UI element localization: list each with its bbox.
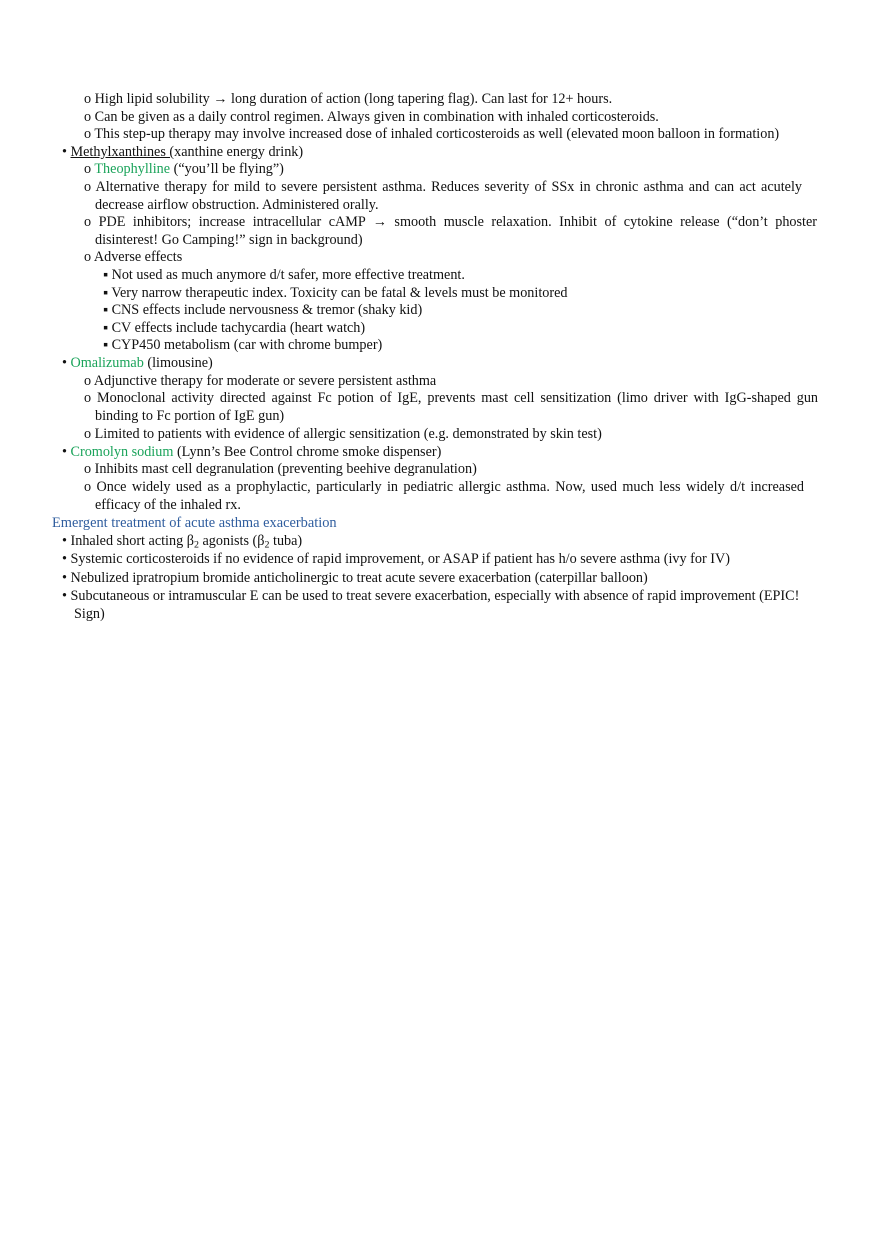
mnemonic-text: (Lynn’s Bee Control chrome smoke dispenser) [173, 444, 442, 460]
list-item [62, 144, 303, 162]
list-item [84, 161, 284, 179]
bullet-marker: • [62, 570, 67, 586]
square-bullet-marker: ▪ [103, 302, 109, 318]
bullet-marker: • [62, 355, 67, 371]
list-item [84, 479, 804, 497]
list-item-text: Subcutaneous or intramuscular E can be used to treat severe exacerbation, especially with absence of rapid improvement (EPIC! [70, 588, 800, 604]
mnemonic-text: xanthine energy drink) [174, 144, 304, 160]
list-item-continuation: decrease airflow obstruction. Administered orally. [95, 197, 379, 213]
square-bullet-marker: ▪ [103, 285, 109, 301]
sub-bullet-marker: o [84, 161, 92, 177]
list-item-continuation: Sign) [74, 606, 105, 622]
square-bullet-marker: ▪ [103, 337, 109, 353]
sub-bullet-marker: o [84, 373, 92, 389]
list-item-text: This step-up therapy may involve increased dose of inhaled corticosteroids as well (elevated moon balloon in formation) [94, 126, 780, 142]
sub-bullet-marker: o [84, 179, 92, 195]
list-item-text: Adjunctive therapy for moderate or severe persistent asthma [93, 373, 437, 389]
list-item-text: Monoclonal activity directed against Fc potion of IgE, prevents mast cell sensitization (limo driver with IgG-shaped gun [96, 390, 819, 406]
drug-name: Theophylline [94, 161, 171, 177]
list-item [84, 109, 659, 127]
list-item-continuation: disinterest! Go Camping!” sign in background) [95, 232, 363, 248]
list-item-text: Can be given as a daily control regimen. Always given in combination with inhaled corticosteroids. [94, 109, 659, 125]
square-bullet-marker: ▪ [103, 267, 109, 283]
bullet-marker: • [62, 551, 67, 567]
list-item [84, 179, 802, 197]
list-item-text: PDE inhibitors; increase intracellular cAMP → smooth muscle relaxation. Inhibit of cytokine release (“don’t phoster [98, 214, 818, 230]
list-item [62, 533, 302, 551]
list-item [84, 249, 182, 267]
list-item-text: Not used as much anymore d/t safer, more effective treatment. [111, 267, 465, 283]
list-item-text: Inhibits mast cell degranulation (preventing beehive degranulation) [94, 461, 477, 477]
list-item [103, 337, 382, 355]
list-item [62, 355, 213, 373]
list-item [84, 373, 436, 391]
bullet-marker: • [62, 444, 67, 460]
bullet-marker: • [62, 533, 67, 549]
list-item-text: Adverse effects [93, 249, 183, 265]
list-item [84, 390, 818, 408]
list-item [103, 267, 465, 285]
sub-bullet-marker: o [84, 461, 92, 477]
list-item-text: CNS effects include nervousness & tremor (shaky kid) [111, 302, 423, 318]
list-item [103, 302, 422, 320]
list-item [62, 444, 441, 462]
list-item [103, 320, 365, 338]
list-item [103, 285, 567, 303]
list-item [84, 91, 612, 109]
mnemonic-text: (“you’ll be flying”) [170, 161, 284, 177]
bullet-marker: • [62, 588, 67, 604]
sub-bullet-marker: o [84, 249, 92, 265]
list-item-text: Alternative therapy for mild to severe persistent asthma. Reduces severity of SSx in chronic asthma and can act acutely [95, 179, 802, 195]
list-item-continuation: efficacy of the inhaled rx. [95, 497, 241, 513]
drug-name: Cromolyn sodium [70, 444, 174, 460]
list-item-text: Inhaled short acting $\beta_2$ agonists ($\beta_2$ tuba) [70, 533, 303, 551]
sub-bullet-marker: o [84, 390, 92, 406]
list-item-text: CV effects include tachycardia (heart watch) [111, 320, 366, 336]
list-item [84, 426, 602, 444]
list-item [84, 126, 779, 144]
mnemonic-text: (limousine) [143, 355, 213, 371]
drug-name: Omalizumab [70, 355, 144, 371]
list-item [62, 588, 799, 606]
list-item-text: Systemic corticosteroids if no evidence of rapid improvement, or ASAP if patient has h/o severe asthma (ivy for IV) [70, 551, 730, 567]
square-bullet-marker: ▪ [103, 320, 109, 336]
list-item-text: Nebulized ipratropium bromide anticholinergic to treat acute severe exacerbation (caterpillar balloon) [70, 570, 648, 586]
sub-bullet-marker: o [84, 109, 92, 125]
sub-bullet-marker: o [84, 126, 92, 142]
list-item-text: CYP450 metabolism (car with chrome bumper) [111, 337, 383, 353]
list-item [62, 551, 730, 569]
list-item [62, 570, 648, 588]
list-item-continuation: binding to Fc portion of IgE gun) [95, 408, 285, 424]
list-item-text: Limited to patients with evidence of allergic sensitization (e.g. demonstrated by skin test) [94, 426, 602, 442]
sub-bullet-marker: o [84, 91, 92, 107]
list-item-text: Very narrow therapeutic index. Toxicity can be fatal & levels must be monitored [111, 285, 568, 301]
list-item [84, 214, 817, 232]
sub-bullet-marker: o [84, 214, 92, 230]
list-item [84, 461, 477, 479]
sub-bullet-marker: o [84, 426, 92, 442]
bullet-marker: • [62, 144, 67, 160]
drug-class-name: Methylxanthines ( [70, 144, 175, 160]
list-item-text: Once widely used as a prophylactic, particularly in pediatric allergic asthma. Now, used much less widely d/t increased [96, 479, 804, 495]
list-item-text: High lipid solubility → long duration of action (long tapering flag). Can last for 12+ hours. [94, 91, 613, 107]
section-heading: Emergent treatment of acute asthma exacerbation [52, 515, 337, 531]
sub-bullet-marker: o [84, 479, 92, 495]
